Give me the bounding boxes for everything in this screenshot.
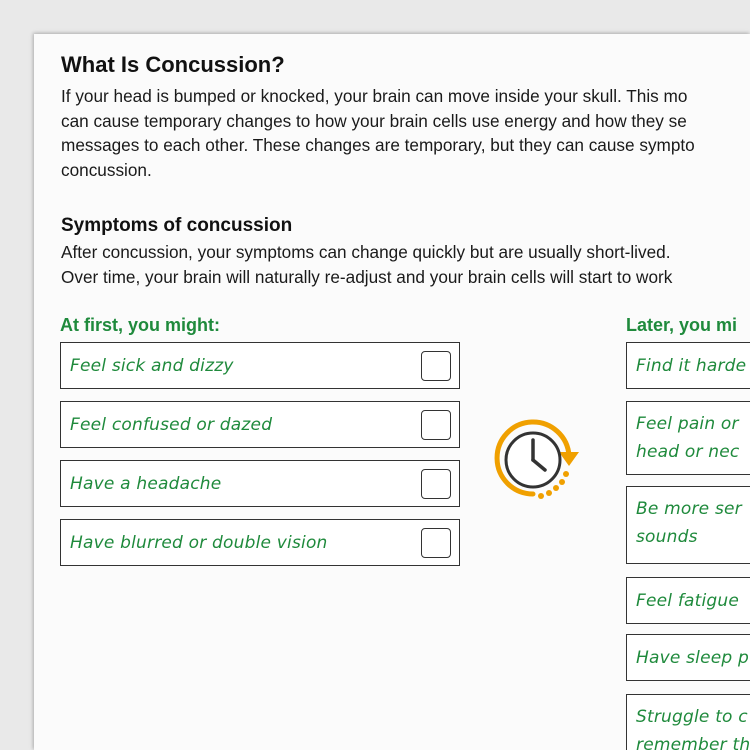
left-column-heading: At first, you might:	[60, 315, 220, 335]
symptoms-heading: Symptoms of concussion	[61, 215, 293, 236]
later-symptom-label	[636, 495, 742, 551]
label-line: Struggle to c	[636, 707, 748, 727]
later-symptom-label	[636, 703, 750, 750]
symptom-checkbox[interactable]	[421, 469, 451, 499]
symptom-checkbox[interactable]	[421, 410, 451, 440]
intro-paragraph	[61, 84, 695, 182]
later-symptom-item	[626, 694, 750, 750]
right-column-heading: Later, you mi	[626, 315, 738, 335]
page-title: What Is Concussion?	[61, 52, 285, 77]
symptom-item-headache	[60, 460, 460, 507]
symptom-label: Feel confused or dazed	[70, 414, 273, 435]
label-line: remember th	[636, 735, 750, 750]
worksheet-page	[34, 34, 750, 750]
later-symptom-item	[626, 342, 750, 389]
symptom-checkbox[interactable]	[421, 351, 451, 381]
later-symptom-label	[636, 410, 739, 466]
symptom-label: Have blurred or double vision	[70, 532, 328, 553]
later-symptom-label: Feel fatigue	[636, 590, 740, 611]
symptom-item-blurred-vision	[60, 519, 460, 566]
symptoms-line: After concussion, your symptoms can change quickly but are usually short-lived.	[61, 242, 671, 262]
later-symptom-label: Find it harde	[636, 355, 747, 376]
label-line: head or nec	[636, 442, 740, 462]
symptom-label: Feel sick and dizzy	[70, 355, 234, 376]
symptoms-line: Over time, your brain will naturally re-adjust and your brain cells will start to work	[61, 267, 673, 287]
intro-line: messages to each other. These changes are temporary, but they can cause sympto	[61, 135, 695, 155]
intro-line: can cause temporary changes to how your brain cells use energy and how they se	[61, 110, 687, 131]
symptom-item-confused-dazed	[60, 401, 460, 448]
later-symptom-item	[626, 634, 750, 681]
intro-line: concussion.	[61, 159, 152, 180]
clock-refresh-icon	[489, 416, 585, 506]
intro-line: If your head is bumped or knocked, your brain can move inside your skull. This mo	[61, 86, 688, 106]
symptom-checkbox[interactable]	[421, 528, 451, 558]
later-symptom-item	[626, 401, 750, 475]
later-symptom-item	[626, 486, 750, 564]
label-line: sounds	[636, 527, 698, 547]
symptom-label: Have a headache	[70, 473, 222, 494]
later-symptom-item	[626, 577, 750, 624]
label-line: Be more ser	[636, 499, 742, 519]
symptoms-paragraph	[61, 240, 672, 290]
label-line: Feel pain or	[636, 414, 739, 434]
symptom-item-sick-dizzy	[60, 342, 460, 389]
later-symptom-label: Have sleep p	[636, 647, 750, 668]
